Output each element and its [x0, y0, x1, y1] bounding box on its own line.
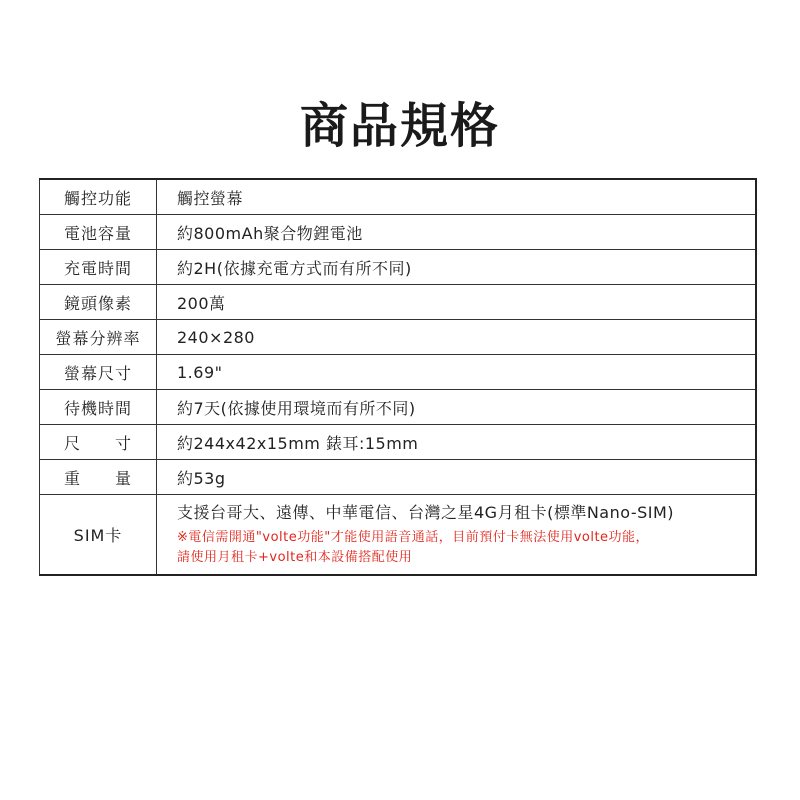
- page-title: 商品規格: [299, 98, 500, 154]
- spec-row-screen-size: [40, 355, 757, 390]
- spec-label: 螢幕分辨率: [40, 320, 157, 355]
- spec-value: 約244x42x15mm 錶耳:15mm: [157, 425, 757, 460]
- spec-row-charge-time: [40, 250, 757, 285]
- spec-label: 充電時間: [40, 250, 157, 285]
- spec-value-sim: [157, 495, 757, 576]
- spec-label: 鏡頭像素: [40, 285, 157, 320]
- spec-label: 尺 寸: [40, 425, 157, 460]
- spec-label: 待機時間: [40, 390, 157, 425]
- spec-row-standby: [40, 390, 757, 425]
- spec-value: 約7天(依據使用環境而有所不同): [157, 390, 757, 425]
- spec-value: 觸控螢幕: [157, 179, 757, 215]
- spec-table: [39, 178, 757, 576]
- spec-label: 觸控功能: [40, 179, 157, 215]
- spec-value: 約53g: [157, 460, 757, 495]
- spec-row-dimensions: [40, 425, 757, 460]
- spec-value: 約800mAh聚合物鋰電池: [157, 215, 757, 250]
- spec-value: 約2H(依據充電方式而有所不同): [157, 250, 757, 285]
- spec-row-sim: [40, 495, 757, 576]
- spec-value: 200萬: [157, 285, 757, 320]
- spec-row-weight: [40, 460, 757, 495]
- sim-note: [177, 528, 755, 568]
- spec-row-battery: [40, 215, 757, 250]
- spec-value: 240×280: [157, 320, 757, 355]
- spec-row-touch: [40, 179, 757, 215]
- spec-row-resolution: [40, 320, 757, 355]
- spec-row-camera: [40, 285, 757, 320]
- sim-support-text: 支援台哥大、遠傳、中華電信、台灣之星4G月租卡(標準Nano-SIM): [177, 502, 675, 522]
- sim-note-line1: ※電信需開通"volte功能"才能使用語音通話，目前預付卡無法使用volte功能，: [177, 529, 650, 545]
- sim-note-line2: 請使用月租卡+volte和本設備搭配使用: [177, 549, 413, 565]
- spec-label: 螢幕尺寸: [40, 355, 157, 390]
- spec-label: 重 量: [40, 460, 157, 495]
- spec-value: 1.69": [157, 355, 757, 390]
- spec-label: SIM卡: [40, 495, 157, 576]
- spec-label: 電池容量: [40, 215, 157, 250]
